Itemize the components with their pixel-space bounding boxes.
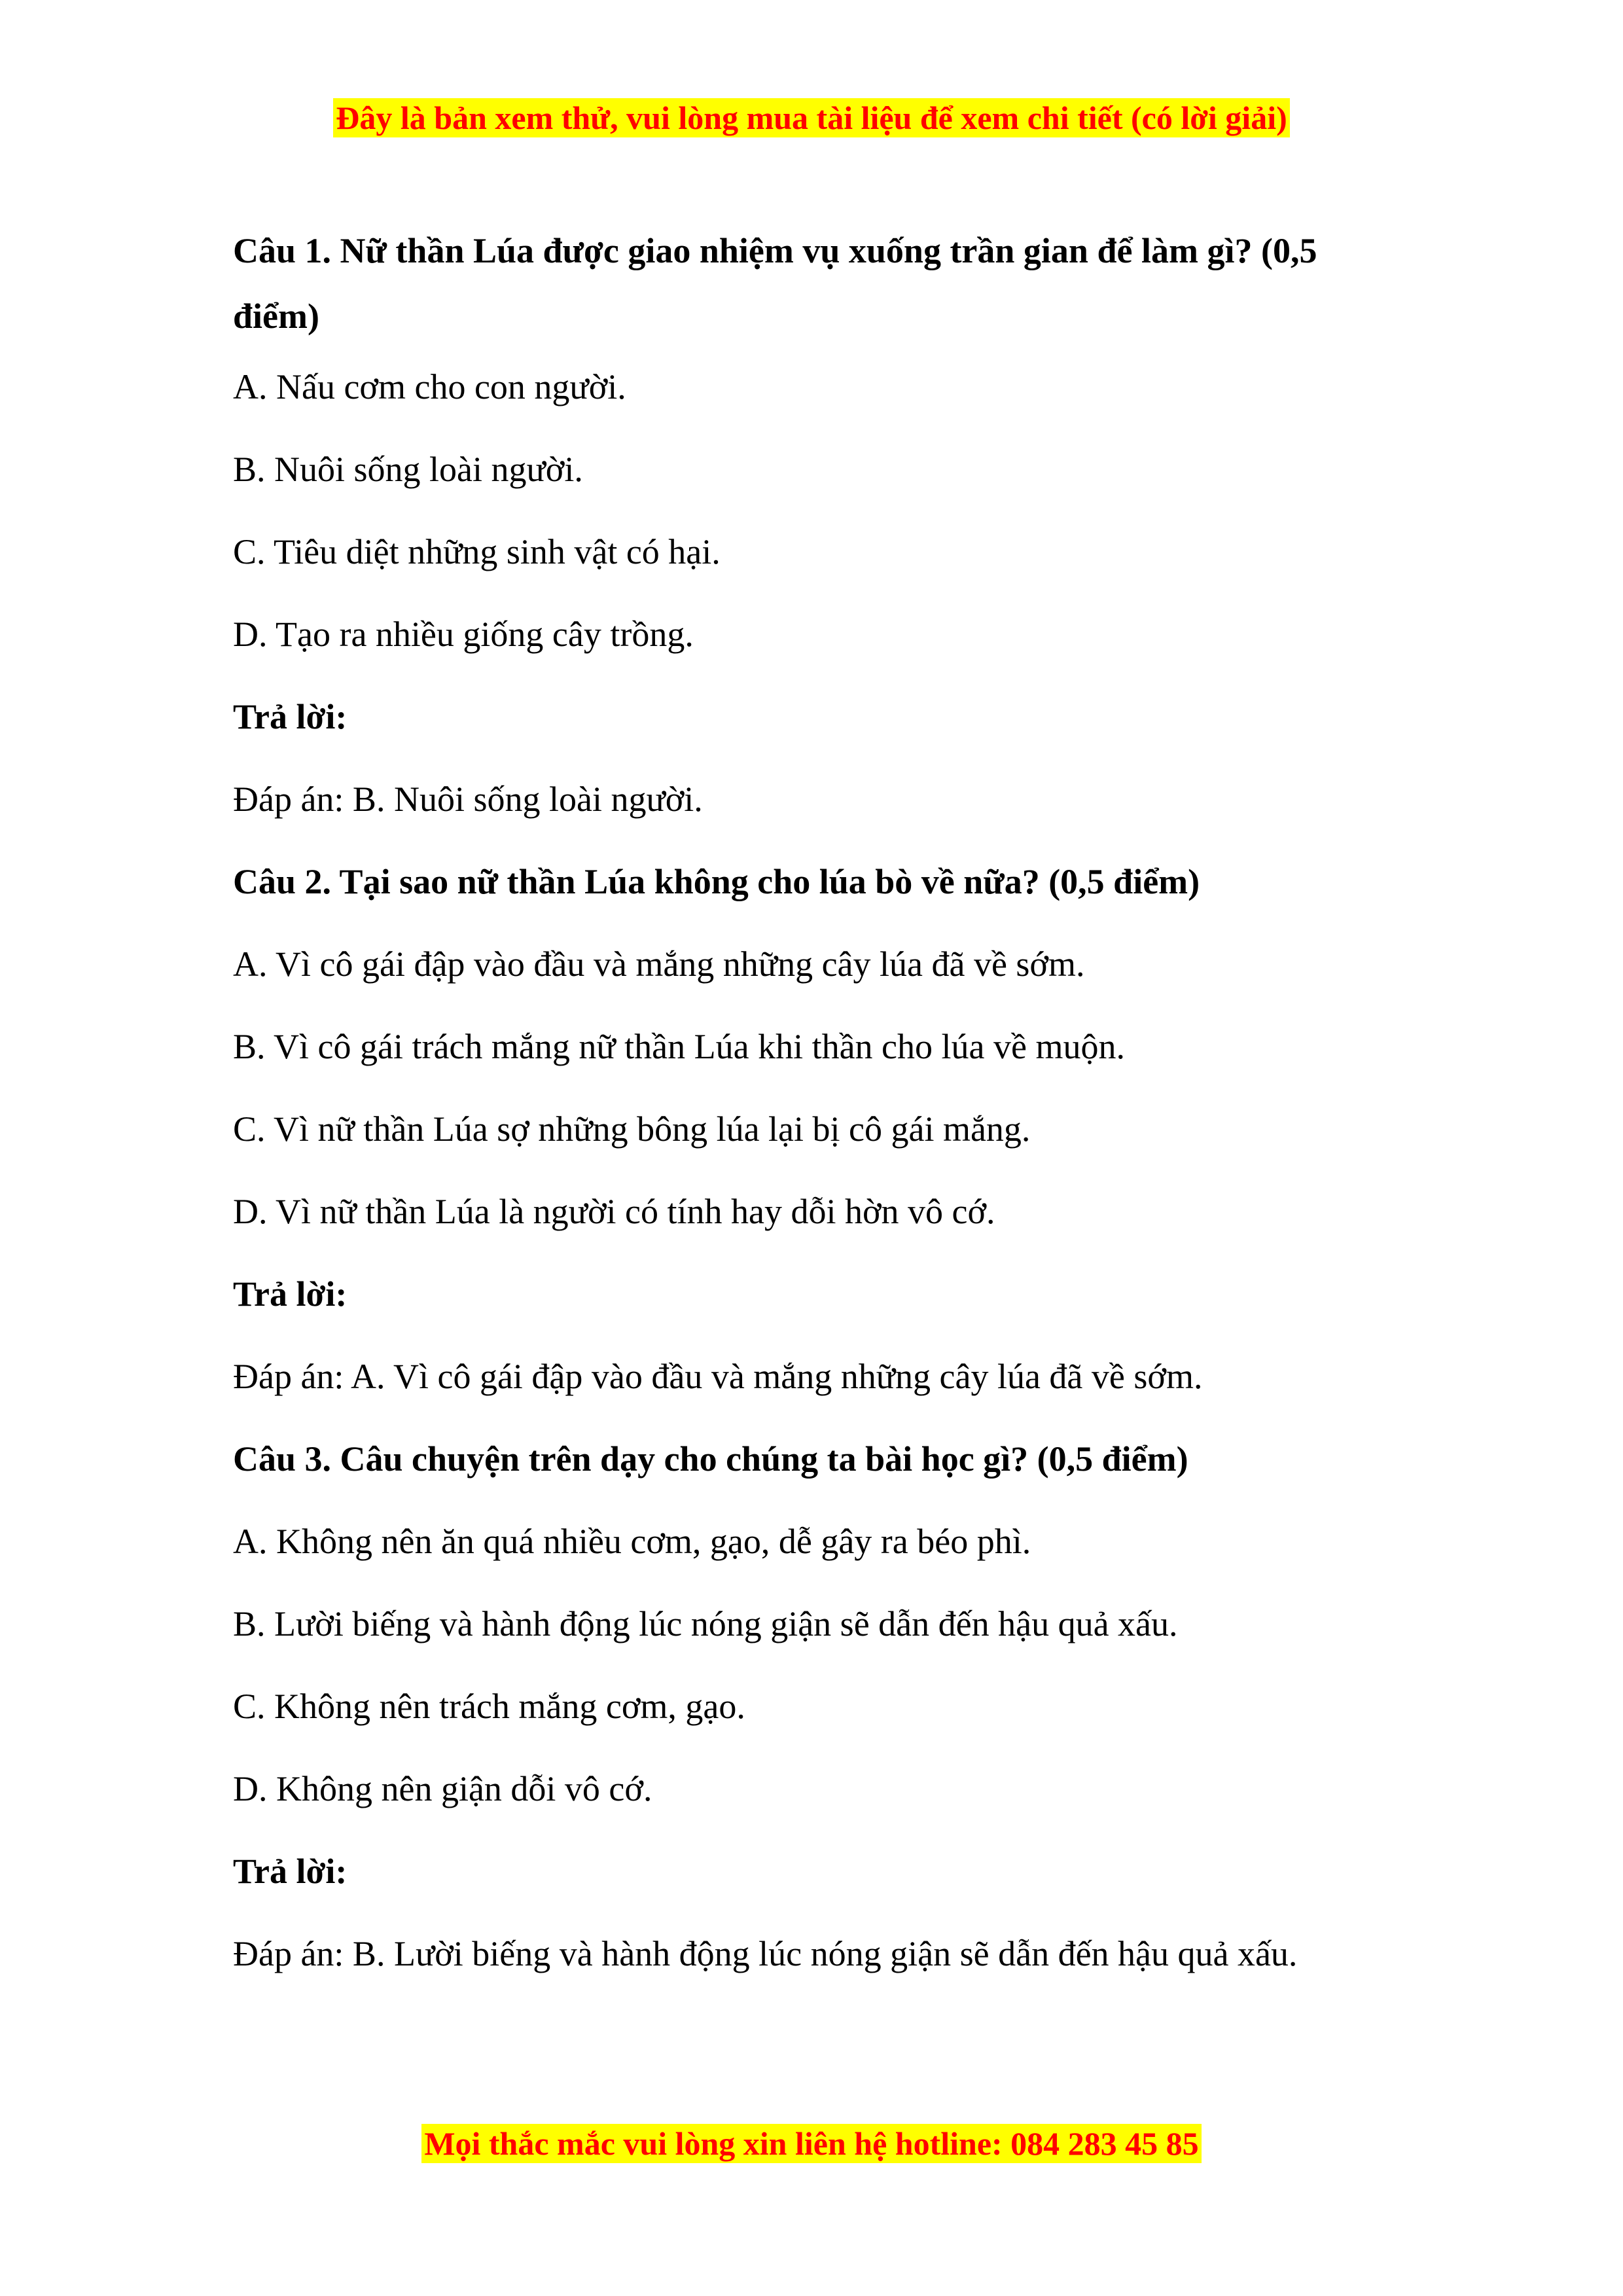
- hotline-notice-text: Mọi thắc mắc vui lòng xin liên hệ hotline: 084 283 45 85: [421, 2124, 1201, 2163]
- hotline-notice-banner: [0, 2123, 1623, 2164]
- option-d: D. Không nên giận dỗi vô cớ.: [233, 1769, 652, 1808]
- worksheet-content: [233, 218, 1411, 2015]
- option-c: C. Tiêu diệt những sinh vật có hại.: [233, 532, 721, 571]
- question-block-3: [233, 1438, 1411, 1975]
- option-d: D. Vì nữ thần Lúa là người có tính hay dỗi hờn vô cớ.: [233, 1192, 995, 1231]
- answer-label: Trả lời:: [233, 1852, 348, 1891]
- preview-notice-text: Đây là bản xem thử, vui lòng mua tài liệu để xem chi tiết (có lời giải): [333, 98, 1289, 137]
- question-title: Câu 3. Câu chuyện trên dạy cho chúng ta bài học gì? (0,5 điểm): [233, 1439, 1188, 1479]
- answer-text: Đáp án: B. Lười biếng và hành động lúc nóng giận sẽ dẫn đến hậu quả xấu.: [233, 1934, 1298, 1973]
- option-b: B. Nuôi sống loài người.: [233, 450, 583, 489]
- question-block-2: [233, 861, 1411, 1397]
- question-title: Câu 1. Nữ thần Lúa được giao nhiệm vụ xuống trần gian để làm gì? (0,5 điểm): [233, 231, 1317, 336]
- option-c: C. Vì nữ thần Lúa sợ những bông lúa lại bị cô gái mắng.: [233, 1109, 1031, 1149]
- option-a: A. Không nên ăn quá nhiều cơm, gạo, dễ gây ra béo phì.: [233, 1522, 1031, 1561]
- option-c: C. Không nên trách mắng cơm, gạo.: [233, 1687, 745, 1726]
- question-title: Câu 2. Tại sao nữ thần Lúa không cho lúa bò về nữa? (0,5 điểm): [233, 862, 1200, 901]
- option-d: D. Tạo ra nhiều giống cây trồng.: [233, 615, 694, 654]
- answer-text: Đáp án: B. Nuôi sống loài người.: [233, 780, 703, 819]
- answer-label: Trả lời:: [233, 697, 348, 736]
- option-a: A. Nấu cơm cho con người.: [233, 367, 626, 406]
- preview-notice-banner: [0, 97, 1623, 139]
- option-b: B. Vì cô gái trách mắng nữ thần Lúa khi thần cho lúa về muộn.: [233, 1027, 1125, 1066]
- question-block-1: [233, 218, 1411, 820]
- answer-label: Trả lời:: [233, 1274, 348, 1314]
- option-a: A. Vì cô gái đập vào đầu và mắng những cây lúa đã về sớm.: [233, 944, 1085, 984]
- answer-text: Đáp án: A. Vì cô gái đập vào đầu và mắng những cây lúa đã về sớm.: [233, 1357, 1203, 1396]
- option-b: B. Lười biếng và hành động lúc nóng giận sẽ dẫn đến hậu quả xấu.: [233, 1604, 1178, 1643]
